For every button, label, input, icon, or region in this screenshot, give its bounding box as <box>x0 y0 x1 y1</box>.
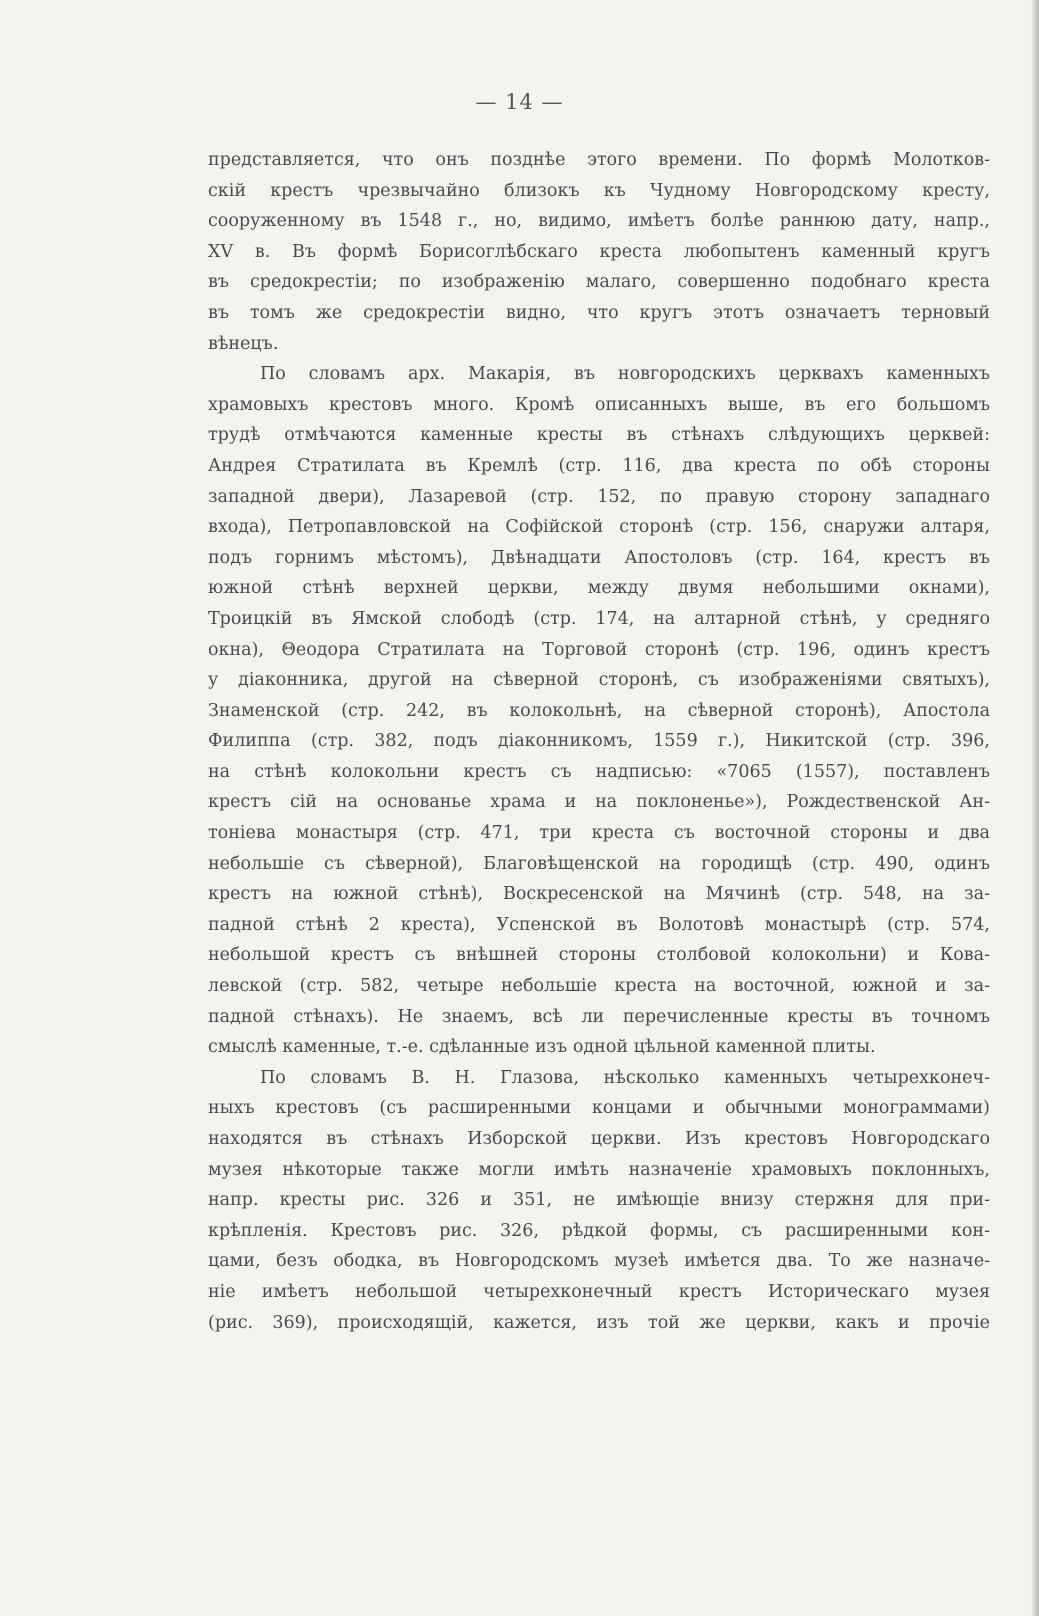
text-line: скій крестъ чрезвычайно близокъ къ Чудному Новгородскому кресту, <box>208 180 990 201</box>
text-line: Андрея Стратилата въ Кремлѣ (стр. 116, два креста по обѣ стороны <box>208 455 990 476</box>
text-line: XV в. Въ формѣ Борисоглѣбскаго креста любопытенъ каменный кругъ <box>208 241 990 262</box>
scan-page-edge <box>1031 0 1039 1616</box>
text-line: (рис. 369), происходящій, кажется, изъ той же церкви, какъ и прочіе <box>208 1312 990 1333</box>
text-line: падной стѣнахъ). Не знаемъ, всѣ ли перечисленные кресты въ точномъ <box>208 1006 990 1027</box>
text-line: небольшіе съ сѣверной), Благовѣщенской на городищѣ (стр. 490, одинъ <box>208 853 990 874</box>
text-line: левской (стр. 582, четыре небольшіе креста на восточной, южной и за- <box>208 976 990 997</box>
text-line: ныхъ крестовъ (съ расширенными концами и обычными монограммами) <box>208 1098 990 1119</box>
text-line: крестъ сій на основанье храма и на поклоненье»), Рождественской Ан- <box>208 792 990 813</box>
text-line: музея нѣкоторые также могли имѣть назначеніе храмовыхъ поклонныхъ, <box>208 1159 990 1180</box>
text-line: ніе имѣетъ небольшой четырехконечный крестъ Историческаго музея <box>208 1281 990 1302</box>
page-number: — 14 — <box>475 90 564 114</box>
text-line: представляется, что онъ позднѣе этого времени. По формѣ Молотков- <box>208 150 990 170</box>
text-line: вѣнецъ. <box>208 333 279 354</box>
paragraph-1 <box>208 145 990 359</box>
text-line: тоніева монастыря (стр. 471, три креста съ восточной стороны и два <box>208 823 990 844</box>
text-line: западной двери), Лазаревой (стр. 152, по правую сторону западнаго <box>208 486 990 507</box>
text-line: сооруженному въ 1548 г., но, видимо, имѣетъ болѣе раннюю дату, напр., <box>208 211 990 232</box>
page-body <box>208 145 990 1338</box>
text-line: окна), Θеодора Стратилата на Торговой сторонѣ (стр. 196, одинъ крестъ <box>208 639 990 660</box>
text-line: храмовыхъ крестовъ много. Кромѣ описанныхъ выше, въ его большомъ <box>208 394 990 415</box>
text-line: подъ горнимъ мѣстомъ), Двѣнадцати Апостоловъ (стр. 164, крестъ въ <box>208 547 990 568</box>
text-line: крестъ на южной стѣнѣ), Воскресенской на Мячинѣ (стр. 548, на за- <box>208 884 990 905</box>
text-line: находятся въ стѣнахъ Изборской церкви. Изъ крестовъ Новгородскаго <box>208 1129 990 1149</box>
text-line: на стѣнѣ колокольни крестъ съ надписью: «7065 (1557), поставленъ <box>208 761 990 782</box>
text-line: въ томъ же средокрестіи видно, что кругъ этотъ означаетъ терновый <box>208 302 990 323</box>
text-line: у діаконника, другой на сѣверной сторонѣ, съ изображеніями святыхъ), <box>208 670 990 691</box>
text-line: напр. кресты рис. 326 и 351, не имѣющіе внизу стержня для при- <box>208 1190 990 1211</box>
text-line: По словамъ арх. Макарія, въ новгородскихъ церквахъ каменныхъ <box>260 364 990 385</box>
text-line: небольшой крестъ съ внѣшней стороны столбовой колокольни) и Кова- <box>208 945 990 966</box>
text-line: падной стѣнѣ 2 креста), Успенской въ Волотовѣ монастырѣ (стр. 574, <box>208 914 990 935</box>
text-line: южной стѣнѣ верхней церкви, между двумя небольшими окнами), <box>208 578 990 599</box>
text-line: крѣпленія. Крестовъ рис. 326, рѣдкой формы, съ расширенными кон- <box>208 1220 990 1241</box>
text-line: цами, безъ ободка, въ Новгородскомъ музеѣ имѣется два. То же назначе- <box>208 1251 990 1272</box>
text-line: Троицкій въ Ямской слободѣ (стр. 174, на алтарной стѣнѣ, у средняго <box>208 608 990 629</box>
text-line: смыслѣ каменные, т.-е. сдѣланные изъ одной цѣльной каменной плиты. <box>208 1037 876 1058</box>
text-line: Знаменской (стр. 242, въ колокольнѣ, на сѣверной сторонѣ), Апостола <box>208 700 990 721</box>
text-line: трудѣ отмѣчаются каменные кресты въ стѣнахъ слѣдующихъ церквей: <box>208 425 990 446</box>
text-line: По словамъ В. Н. Глазова, нѣсколько каменныхъ четырехконеч- <box>260 1067 990 1088</box>
paragraph-2 <box>208 359 990 1063</box>
text-line: входа), Петропавловской на Софійской сторонѣ (стр. 156, снаружи алтаря, <box>208 517 990 538</box>
text-line: въ средокрестіи; по изображенію малаго, совершенно подобнаго креста <box>208 272 990 293</box>
text-line: Филиппа (стр. 382, подъ діаконникомъ, 1559 г.), Никитской (стр. 396, <box>208 731 990 752</box>
paragraph-3 <box>208 1063 990 1338</box>
